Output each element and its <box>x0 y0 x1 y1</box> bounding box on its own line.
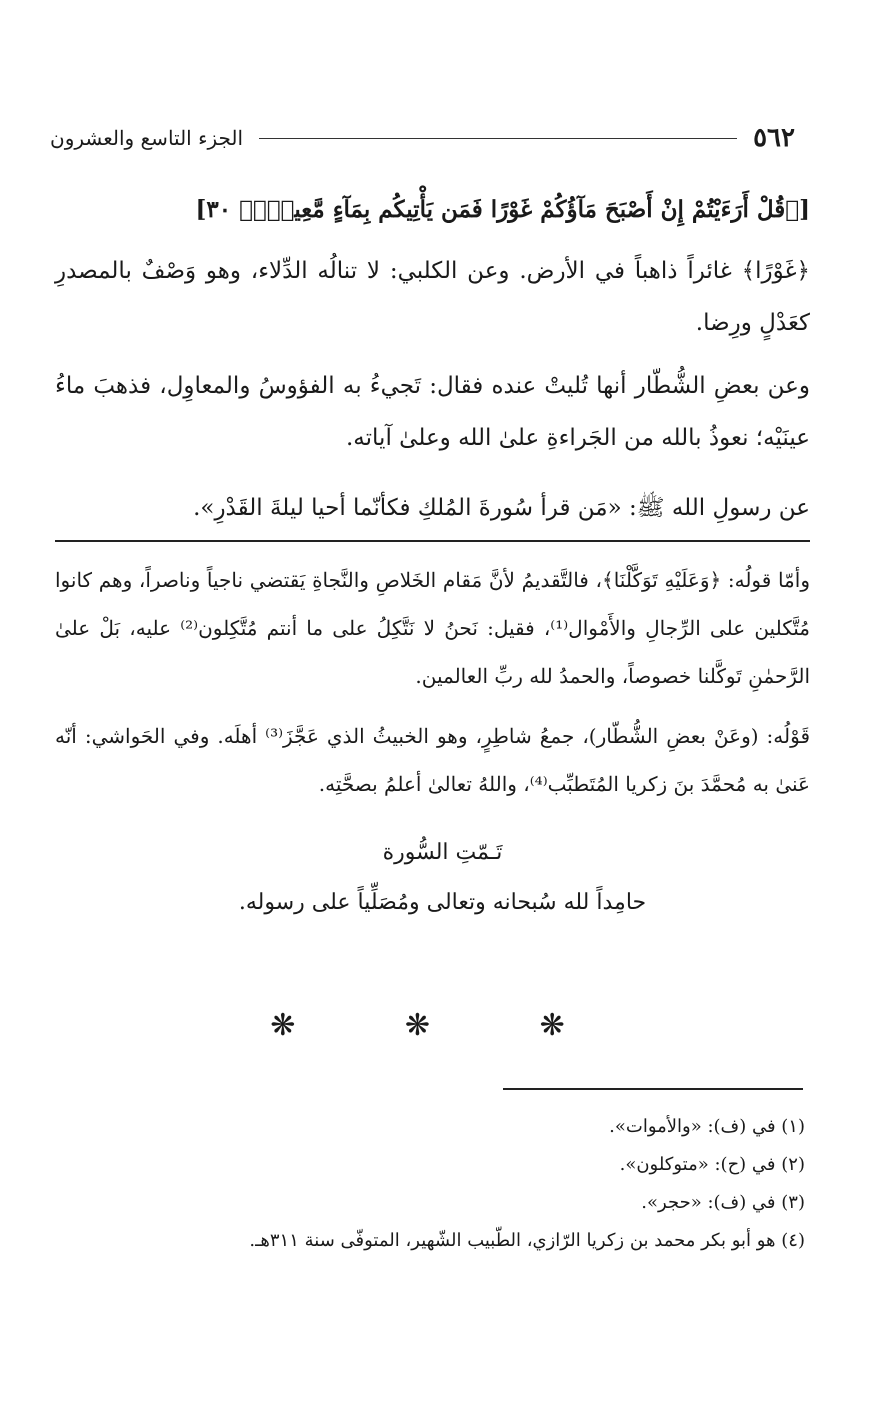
header-rule <box>259 138 737 139</box>
footnote-2: (٢) في (ح): «متوكلون». <box>619 1154 805 1175</box>
page-header <box>50 118 795 158</box>
quran-verse: [﴿قُلْ أَرَءَيْتُمْ إِنْ أَصْبَحَ مَآؤُكُمْ غَوْرًا فَمَن يَأْتِيكُم بِمَآءٍ مَّعِينٍۭ﴾ ٣٠] <box>195 196 810 223</box>
star-separator: ❋ ❋ ❋ <box>270 1008 615 1043</box>
footnote-1: (١) في (ف): «والأموات». <box>609 1116 805 1137</box>
footnotes <box>55 1108 805 1260</box>
paragraph-hadith: عن رسولِ الله ﷺ: «مَن قرأ سُورةَ المُلكِ فكأنّما أحيا ليلةَ القَدْرِ». <box>193 495 810 521</box>
footnote-3: (٣) في (ف): «حجر». <box>641 1192 805 1213</box>
colophon-line: حامِداً لله سُبحانه وتعالى ومُصَلِّياً على رسوله. <box>238 890 647 915</box>
page-number: ٥٦٢ <box>753 123 795 153</box>
commentary-paragraph-2: قَوْلُه: (وعَنْ بعضِ الشُّطّار)، جمعُ شاطِرٍ، وهو الخبيثُ الذي عَجَّزَ⁽³⁾ أهلَه. وفي الحَواشي: أنّه عَنىٰ به مُحمَّدَ بنَ زكريا المُتَطبِّب⁽⁴⁾، واللهُ تعالىٰ أعلمُ بصحَّتِه. <box>55 724 810 796</box>
running-title: الجزء التاسع والعشرون <box>50 126 244 150</box>
commentary-paragraph-1: وأمّا قولُه: ﴿وَعَلَيْهِ تَوَكَّلْنَا﴾، فالتَّقديمُ لأنَّ مَقام الخَلاصِ والنَّجاةِ يَقتضي ناجياً وناصراً، وهم كانوا مُتَّكلين على الرِّجالِ والأَمْوال⁽¹⁾، فقيل: نَحنُ لا نَتَّكِلُ على ما أنتم مُتَّكِلون⁽²⁾ عليه، بَلْ علىٰ الرَّحمٰنِ تَوكَّلنا خصوصاً، والحمدُ لله ربِّ العالمين. <box>55 568 810 688</box>
main-divider <box>55 540 810 542</box>
colophon-title: تَـمّتِ السُّورة <box>382 840 503 865</box>
paragraph-tafsir-1: ﴿غَوْرًا﴾ غائراً ذاهباً في الأرض. وعن الكلبي: لا تنالُه الدِّلاء، وهو وَصْفٌ بالمصدرِ كعَدْلٍ ورِضا. <box>55 258 810 336</box>
footnote-rule <box>503 1088 803 1090</box>
paragraph-tafsir-2: وعن بعضِ الشُّطّار أنها تُليتْ عنده فقال: تَجيءُ به الفؤوسُ والمعاوِل، فذهبَ ماءُ عينَيْه؛ نعوذُ بالله من الجَراءةِ علىٰ الله وعلىٰ آياته. <box>55 373 810 451</box>
footnote-4: (٤) هو أبو بكر محمد بن زكريا الرّازي، الطّبيب الشّهير، المتوفّى سنة ٣١١هـ. <box>249 1230 805 1251</box>
